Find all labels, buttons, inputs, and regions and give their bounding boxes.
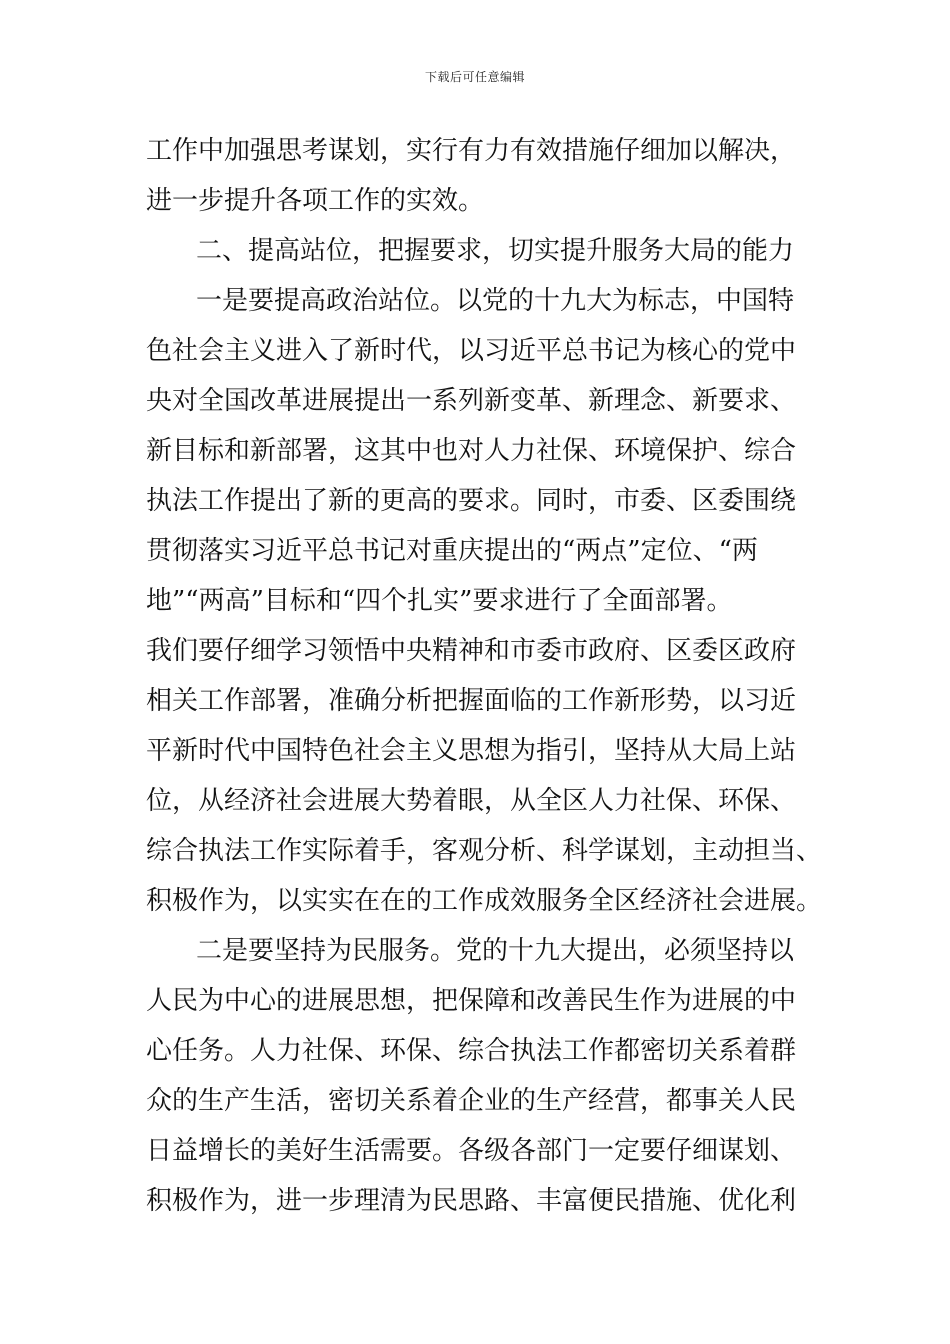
text-line: 心任务。人力社保、环保、综合执法工作都密切关系着群 <box>146 1036 797 1066</box>
text-line: 执法工作提出了新的更高的要求。同时，市委、区委围绕 <box>146 486 797 516</box>
text-line: 积极作为，以实实在在的工作成效服务全区经济社会进展。 <box>146 886 823 916</box>
header-note: 下载后可任意编辑 <box>424 70 525 84</box>
text-line: 人民为中心的进展思想，把保障和改善民生作为进展的中 <box>146 986 797 1016</box>
section-heading: 二、提高站位，把握要求，切实提升服务大局的能力 <box>196 236 795 266</box>
text-line: 相关工作部署，准确分析把握面临的工作新形势，以习近 <box>146 686 797 716</box>
text-line: 积极作为，进一步理清为民思路、丰富便民措施、优化利 <box>146 1186 797 1216</box>
text-line: 日益增长的美好生活需要。各级各部门一定要仔细谋划、 <box>146 1136 797 1166</box>
text-line: 我们要仔细学习领悟中央精神和市委市政府、区委区政府 <box>146 636 797 666</box>
text-line: 新目标和新部署，这其中也对人力社保、环境保护、综合 <box>146 436 797 466</box>
text-line: 央对全国改革进展提出一系列新变革、新理念、新要求、 <box>146 386 797 416</box>
text-line: 地”“两高”目标和“四个扎实”要求进行了全面部署。 <box>146 586 733 616</box>
text-line: 综合执法工作实际着手，客观分析、科学谋划，主动担当、 <box>146 836 823 866</box>
text-line: 平新时代中国特色社会主义思想为指引，坚持从大局上站 <box>146 736 797 766</box>
text-line: 色社会主义进入了新时代，以习近平总书记为核心的党中 <box>146 336 797 366</box>
text-line: 贯彻落实习近平总书记对重庆提出的“两点”定位、“两 <box>146 536 758 566</box>
text-line: 一是要提高政治站位。以党的十九大为标志，中国特 <box>196 286 795 316</box>
text-line: 众的生产生活，密切关系着企业的生产经营，都事关人民 <box>146 1086 797 1116</box>
text-line: 位，从经济社会进展大势着眼，从全区人力社保、环保、 <box>146 786 797 816</box>
text-line: 进一步提升各项工作的实效。 <box>146 186 485 216</box>
text-line: 二是要坚持为民服务。党的十九大提出，必须坚持以 <box>196 936 795 966</box>
text-line: 工作中加强思考谋划，实行有力有效措施仔细加以解决， <box>146 136 797 166</box>
